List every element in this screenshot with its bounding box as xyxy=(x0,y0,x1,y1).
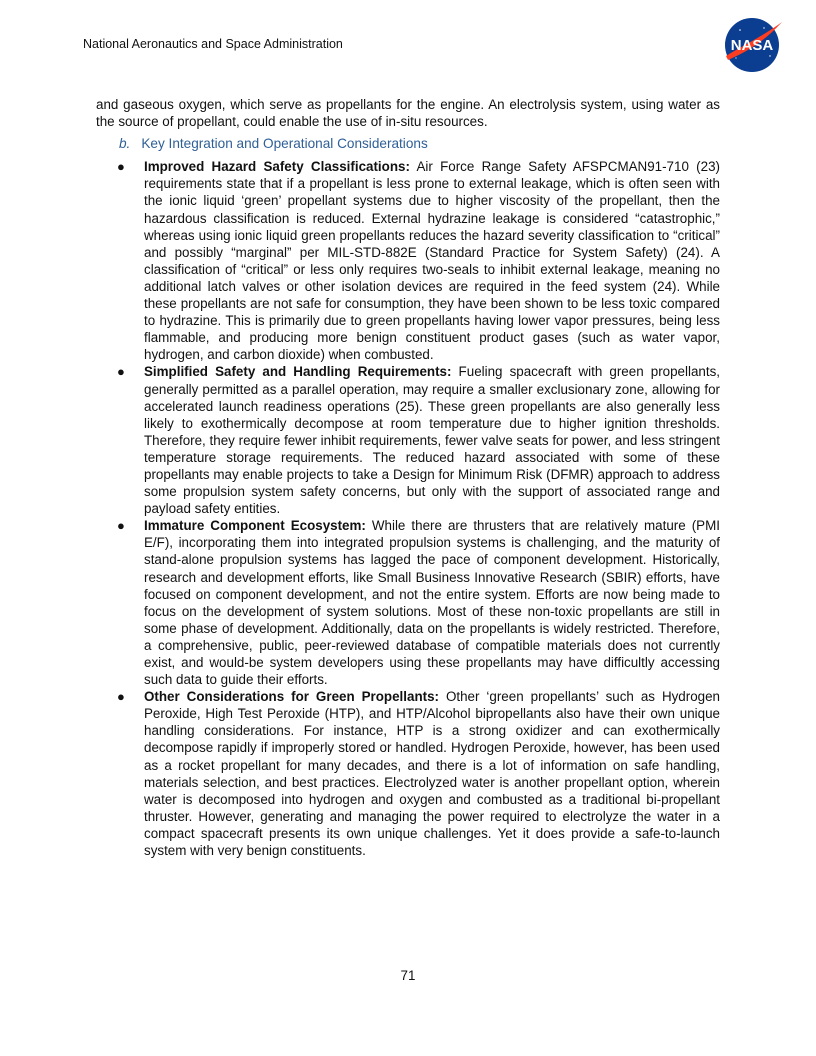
list-item-title: Improved Hazard Safety Classifications: xyxy=(144,159,410,175)
subheading-title: Key Integration and Operational Considerations xyxy=(141,136,428,152)
bullet-icon: ● xyxy=(117,689,125,705)
list-item-title: Other Considerations for Green Propellants: xyxy=(144,689,439,705)
list-item-text: Fueling spacecraft with green propellants, generally permitted as a parallel operation, may require a smaller exclusionary zone, allowing for accelerated launch readiness operations (25). These green propellants are also generally less likely to exothermically decompose at room temperature due to higher ignition thresholds. Therefore, they require fewer inhibit requirements, fewer valve seats for power, and less stringent temperature storage requirements. The reduced hazard associated with some of these propellants may enable projects to take a Design for Minimum Risk (DFMR) approach to address some propulsion system safety concerns, but only with the support of associated range and payload safety entities. xyxy=(144,364,720,517)
page-number: 71 xyxy=(400,968,416,983)
list-item xyxy=(117,158,720,363)
bullet-icon: ● xyxy=(117,364,125,380)
list-item xyxy=(117,517,720,688)
list-item-text: While there are thrusters that are relatively mature (PMI E/F), incorporating them into integrated propulsion systems is challenging, and the maturity of stand-alone propulsion systems has lagged the pace of component development. Historically, research and development efforts, like Small Business Innovative Research (SBIR) efforts, have focused on component development, and not the entire system. Efforts are now being made to focus on the development of system solutions. Most of these non-toxic propellants are still in some phase of development. Additionally, data on the propellants is widely restricted. Therefore, a comprehensive, public, peer-reviewed database of compatible materials does not currently exist, and would-be system developers using these propellants may have difficultly accessing such data to guide their efforts. xyxy=(144,518,720,688)
section-subheading xyxy=(119,135,720,152)
list-item-text: Other ‘green propellants’ such as Hydrogen Peroxide, High Test Peroxide (HTP), and HTP/Alcohol bipropellants also have their own unique handling considerations. For instance, HTP is a strong oxidizer and can exothermically decompose rapidly if improperly stored or handled. Hydrogen Peroxide, however, has been used as a rocket propellant for many decades, and there is a lot of information on safe handling, materials selection, and best practices. Electrolyzed water is another propellant option, wherein water is decomposed into hydrogen and oxygen and combusted as a traditional bi-propellant thruster. However, generating and managing the power required to electrolyze the water in a compact spacecraft presents its own unique challenges. Yet it does provide a safe-to-launch system with very benign constituents. xyxy=(144,689,721,859)
list-item-title: Immature Component Ecosystem: xyxy=(144,518,366,534)
header-organization: National Aeronautics and Space Administration xyxy=(83,37,343,51)
list-item-text: Air Force Range Safety AFSPCMAN91-710 (23) requirements state that if a propellant is less prone to external leakage, which is often seen with the ionic liquid ‘green’ propellant systems due to higher viscosity of the propellant, then the hazardous classification is reduced. External hydrazine leakage is considered “catastrophic,” whereas using ionic liquid green propellants reduces the hazard severity classification to “critical” and possibly “marginal” per MIL-STD-882E (Standard Practice for System Safety) (24). A classification of “critical” or less only requires two-seals to inhibit external leakage, meaning no additional latch valves or other isolation devices are required in the feed system (24). While these propellants are not safe for consumption, they have been shown to be less toxic compared to hydrazine. This is primarily due to green propellants having lower vapor pressures, being less flammable, and producing more benign constituent product gases (such as water vapor, hydrogen, and carbon dioxide) when combusted. xyxy=(144,159,720,363)
list-item xyxy=(117,363,720,517)
nasa-logo-text: NASA xyxy=(730,37,774,54)
list-item-title: Simplified Safety and Handling Requirements: xyxy=(144,364,452,380)
nasa-logo xyxy=(720,16,784,74)
page-body xyxy=(96,96,720,859)
bullet-icon: ● xyxy=(117,159,125,175)
consideration-list xyxy=(96,158,720,859)
list-item xyxy=(117,688,721,859)
subheading-letter: b. xyxy=(119,136,131,152)
bullet-icon: ● xyxy=(117,518,125,534)
intro-paragraph: and gaseous oxygen, which serve as propellants for the engine. An electrolysis system, using water as the source of propellant, could enable the use of in-situ resources. xyxy=(96,97,720,130)
